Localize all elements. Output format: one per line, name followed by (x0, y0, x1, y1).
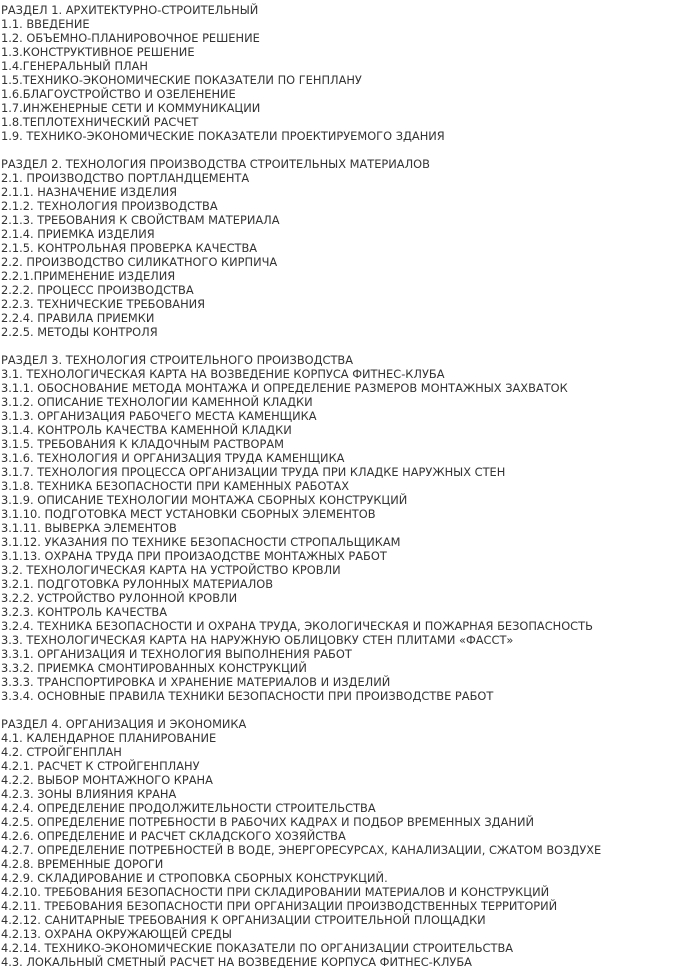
toc-entry: 2.2.1.ПРИМЕНЕНИЕ ИЗДЕЛИЯ (1, 269, 176, 283)
toc-entry: 1.2. ОБЪЕМНО-ПЛАНИРОВОЧНОЕ РЕШЕНИЕ (1, 31, 260, 45)
toc-entry: 3.3.2. ПРИЕМКА СМОНТИРОВАННЫХ КОНСТРУКЦИЙ (1, 661, 307, 675)
toc-section (1, 157, 601, 339)
toc-entry: 4.3. ЛОКАЛЬНЫЙ СМЕТНЫЙ РАСЧЕТ НА ВОЗВЕДЕНИЕ КОРПУСА ФИТНЕС-КЛУБА (1, 955, 472, 969)
toc-entry: 4.2.13. ОХРАНА ОКРУЖАЮЩЕЙ СРЕДЫ (1, 927, 232, 941)
toc-section (1, 353, 601, 703)
toc-entry: 3.1.7. ТЕХНОЛОГИЯ ПРОЦЕССА ОРГАНИЗАЦИИ ТРУДА ПРИ КЛАДКЕ НАРУЖНЫХ СТЕН (1, 465, 506, 479)
toc-entry: 1.1. ВВЕДЕНИЕ (1, 17, 90, 31)
toc-entry: 4.2.10. ТРЕБОВАНИЯ БЕЗОПАСНОСТИ ПРИ СКЛАДИРОВАНИИ МАТЕРИАЛОВ И КОНСТРУКЦИЙ (1, 885, 550, 899)
toc-entry: 1.7.ИНЖЕНЕРНЫЕ СЕТИ И КОММУНИКАЦИИ (1, 101, 261, 115)
toc-entry: 3.3. ТЕХНОЛОГИЧЕСКАЯ КАРТА НА НАРУЖНУЮ ОБЛИЦОВКУ СТЕН ПЛИТАМИ «ФАССТ» (1, 633, 514, 647)
toc-entry: 2.2. ПРОИЗВОДСТВО СИЛИКАТНОГО КИРПИЧА (1, 255, 278, 269)
toc-entry: 2.1.2. ТЕХНОЛОГИЯ ПРОИЗВОДСТВА (1, 199, 218, 213)
section-heading: РАЗДЕЛ 4. ОРГАНИЗАЦИЯ И ЭКОНОМИКА (1, 717, 247, 731)
toc-entry: 2.2.4. ПРАВИЛА ПРИЕМКИ (1, 311, 155, 325)
toc-entry: 4.2.8. ВРЕМЕННЫЕ ДОРОГИ (1, 857, 164, 871)
toc-entry: 3.2.2. УСТРОЙСТВО РУЛОННОЙ КРОВЛИ (1, 591, 238, 605)
toc-entry: 3.1.12. УКАЗАНИЯ ПО ТЕХНИКЕ БЕЗОПАСНОСТИ СТРОПАЛЬЩИКАМ (1, 535, 401, 549)
toc-entry: 2.2.2. ПРОЦЕСС ПРОИЗВОДСТВА (1, 283, 194, 297)
toc-entry: 3.1.13. ОХРАНА ТРУДА ПРИ ПРОИЗАОДСТВЕ МОНТАЖНЫХ РАБОТ (1, 549, 387, 563)
toc-entry: 2.1.3. ТРЕБОВАНИЯ К СВОЙСТВАМ МАТЕРИАЛА (1, 213, 280, 227)
toc-entry: 3.1. ТЕХНОЛОГИЧЕСКАЯ КАРТА НА ВОЗВЕДЕНИЕ КОРПУСА ФИТНЕС-КЛУБА (1, 367, 445, 381)
toc-entry: 2.2.3. ТЕХНИЧЕСКИЕ ТРЕБОВАНИЯ (1, 297, 206, 311)
toc-entry: 3.1.1. ОБОСНОВАНИЕ МЕТОДА МОНТАЖА И ОПРЕДЕЛЕНИЕ РАЗМЕРОВ МОНТАЖНЫХ ЗАХВАТОК (1, 381, 568, 395)
toc-entry: 2.2.5. МЕТОДЫ КОНТРОЛЯ (1, 325, 158, 339)
toc-entry: 3.1.11. ВЫВЕРКА ЭЛЕМЕНТОВ (1, 521, 177, 535)
toc-entry: 4.2.14. ТЕХНИКО-ЭКОНОМИЧЕСКИЕ ПОКАЗАТЕЛИ ПО ОРГАНИЗАЦИИ СТРОИТЕЛЬСТВА (1, 941, 514, 955)
toc-section (1, 717, 601, 969)
toc-entry: 4.2.12. САНИТАРНЫЕ ТРЕБОВАНИЯ К ОРГАНИЗАЦИИ СТРОИТЕЛЬНОЙ ПЛОЩАДКИ (1, 913, 486, 927)
toc-entry: 4.2. СТРОЙГЕНПЛАН (1, 745, 122, 759)
toc-entry: 3.2. ТЕХНОЛОГИЧЕСКАЯ КАРТА НА УСТРОЙСТВО КРОВЛИ (1, 563, 341, 577)
section-spacer (1, 143, 601, 157)
toc-entry: 2.1. ПРОИЗВОДСТВО ПОРТЛАНДЦЕМЕНТА (1, 171, 250, 185)
toc-entry: 3.1.6. ТЕХНОЛОГИЯ И ОРГАНИЗАЦИЯ ТРУДА КАМЕНЩИКА (1, 451, 345, 465)
toc-entry: 4.2.9. СКЛАДИРОВАНИЕ И СТРОПОВКА СБОРНЫХ КОНСТРУКЦИЙ. (1, 871, 388, 885)
toc-entry: 4.2.4. ОПРЕДЕЛЕНИЕ ПРОДОЛЖИТЕЛЬНОСТИ СТРОИТЕЛЬСТВА (1, 801, 376, 815)
section-spacer (1, 703, 601, 717)
section-heading: РАЗДЕЛ 1. АРХИТЕКТУРНО-СТРОИТЕЛЬНЫЙ (1, 3, 259, 17)
toc-entry: 4.2.7. ОПРЕДЕЛЕНИЕ ПОТРЕБНОСТЕЙ В ВОДЕ, ЭНЕРГОРЕСУРСАХ, КАНАЛИЗАЦИИ, СЖАТОМ ВОЗДУХЕ (1, 843, 602, 857)
toc-entry: 4.1. КАЛЕНДАРНОЕ ПЛАНИРОВАНИЕ (1, 731, 217, 745)
section-heading: РАЗДЕЛ 3. ТЕХНОЛОГИЯ СТРОИТЕЛЬНОГО ПРОИЗВОДСТВА (1, 353, 354, 367)
toc-entry: 4.2.2. ВЫБОР МОНТАЖНОГО КРАНА (1, 773, 213, 787)
toc-entry: 3.3.3. ТРАНСПОРТИРОВКА И ХРАНЕНИЕ МАТЕРИАЛОВ И ИЗДЕЛИЙ (1, 675, 391, 689)
toc-entry: 4.2.3. ЗОНЫ ВЛИЯНИЯ КРАНА (1, 787, 177, 801)
toc-entry: 2.1.5. КОНТРОЛЬНАЯ ПРОВЕРКА КАЧЕСТВА (1, 241, 258, 255)
toc-section (1, 3, 601, 143)
toc-entry: 3.1.8. ТЕХНИКА БЕЗОПАСНОСТИ ПРИ КАМЕННЫХ РАБОТАХ (1, 479, 350, 493)
toc-entry: 3.1.10. ПОДГОТОВКА МЕСТ УСТАНОВКИ СБОРНЫХ ЭЛЕМЕНТОВ (1, 507, 376, 521)
toc-entry: 4.2.1. РАСЧЕТ К СТРОЙГЕНПЛАНУ (1, 759, 200, 773)
toc-entry: 3.2.3. КОНТРОЛЬ КАЧЕСТВА (1, 605, 168, 619)
toc-entry: 1.8.ТЕПЛОТЕХНИЧЕСКИЙ РАСЧЕТ (1, 115, 199, 129)
toc-entry: 3.3.1. ОРГАНИЗАЦИЯ И ТЕХНОЛОГИЯ ВЫПОЛНЕНИЯ РАБОТ (1, 647, 352, 661)
toc-entry: 3.1.9. ОПИСАНИЕ ТЕХНОЛОГИИ МОНТАЖА СБОРНЫХ КОНСТРУКЦИЙ (1, 493, 408, 507)
toc-entry: 2.1.1. НАЗНАЧЕНИЕ ИЗДЕЛИЯ (1, 185, 178, 199)
table-of-contents (1, 3, 601, 969)
toc-entry: 4.2.5. ОПРЕДЕЛЕНИЕ ПОТРЕБНОСТИ В РАБОЧИХ КАДРАХ И ПОДБОР ВРЕМЕННЫХ ЗДАНИЙ (1, 815, 534, 829)
section-heading: РАЗДЕЛ 2. ТЕХНОЛОГИЯ ПРОИЗВОДСТВА СТРОИТЕЛЬНЫХ МАТЕРИАЛОВ (1, 157, 430, 171)
toc-entry: 3.2.4. ТЕХНИКА БЕЗОПАСНОСТИ И ОХРАНА ТРУДА, ЭКОЛОГИЧЕСКАЯ И ПОЖАРНАЯ БЕЗОПАСНОСТЬ (1, 619, 593, 633)
toc-entry: 1.6.БЛАГОУСТРОЙСТВО И ОЗЕЛЕНЕНИЕ (1, 87, 236, 101)
section-spacer (1, 339, 601, 353)
toc-entry: 3.1.3. ОРГАНИЗАЦИЯ РАБОЧЕГО МЕСТА КАМЕНЩИКА (1, 409, 317, 423)
toc-entry: 3.1.2. ОПИСАНИЕ ТЕХНОЛОГИИ КАМЕННОЙ КЛАДКИ (1, 395, 313, 409)
toc-entry: 4.2.11. ТРЕБОВАНИЯ БЕЗОПАСНОСТИ ПРИ ОРГАНИЗАЦИИ ПРОИЗВОДСТВЕННЫХ ТЕРРИТОРИЙ (1, 899, 558, 913)
toc-entry: 3.1.5. ТРЕБОВАНИЯ К КЛАДОЧНЫМ РАСТВОРАМ (1, 437, 284, 451)
toc-entry: 3.1.4. КОНТРОЛЬ КАЧЕСТВА КАМЕННОЙ КЛАДКИ (1, 423, 292, 437)
toc-entry: 1.3.КОНСТРУКТИВНОЕ РЕШЕНИЕ (1, 45, 195, 59)
toc-entry: 1.4.ГЕНЕРАЛЬНЫЙ ПЛАН (1, 59, 148, 73)
toc-entry: 1.5.ТЕХНИКО-ЭКОНОМИЧЕСКИЕ ПОКАЗАТЕЛИ ПО ГЕНПЛАНУ (1, 73, 362, 87)
toc-entry: 3.3.4. ОСНОВНЫЕ ПРАВИЛА ТЕХНИКИ БЕЗОПАСНОСТИ ПРИ ПРОИЗВОДСТВЕ РАБОТ (1, 689, 494, 703)
toc-entry: 4.2.6. ОПРЕДЕЛЕНИЕ И РАСЧЕТ СКЛАДСКОГО ХОЗЯЙСТВА (1, 829, 346, 843)
toc-entry: 3.2.1. ПОДГОТОВКА РУЛОННЫХ МАТЕРИАЛОВ (1, 577, 274, 591)
toc-entry: 2.1.4. ПРИЕМКА ИЗДЕЛИЯ (1, 227, 155, 241)
toc-entry: 1.9. ТЕХНИКО-ЭКОНОМИЧЕСКИЕ ПОКАЗАТЕЛИ ПРОЕКТИРУЕМОГО ЗДАНИЯ (1, 129, 445, 143)
